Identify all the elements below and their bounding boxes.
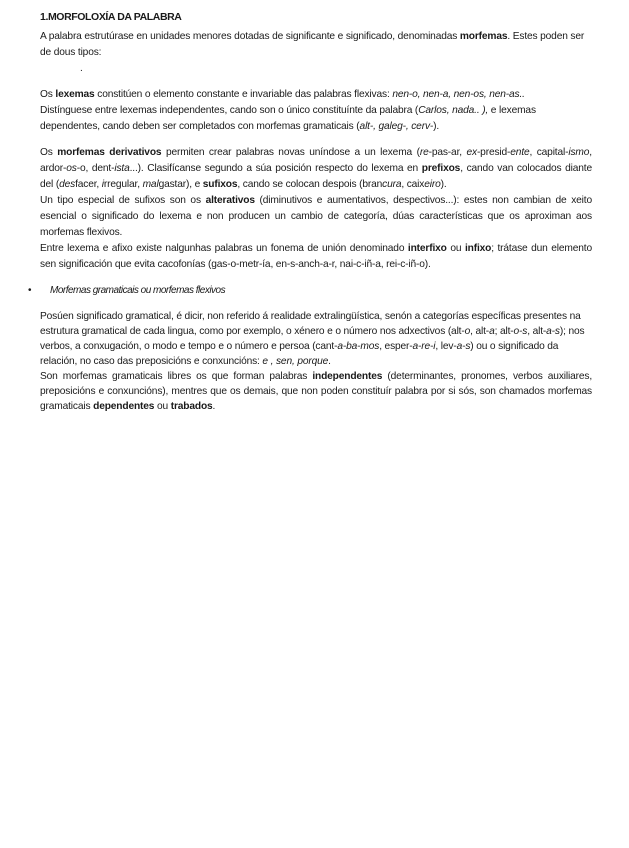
- example: ista: [114, 163, 130, 174]
- example: a-s: [546, 326, 560, 337]
- text: ); nos verbos, a conxugación, o modo e tempo e o número e persoa (cant-: [40, 326, 585, 352]
- example: e , sen, porque: [262, 356, 329, 367]
- lexemas-paragraph: [40, 87, 592, 135]
- term-trabados: trabados: [170, 401, 213, 412]
- interfixo-paragraph: [40, 241, 592, 273]
- text: rregular,: [103, 179, 143, 190]
- derivativos-paragraph: [40, 145, 592, 193]
- text: (determinantes, pronomes, verbos auxiliares, preposicións e conxuncións), mentres que os demais, que non poden constituír palabra por si sós, son chamados morfemas gramaticais: [40, 371, 592, 412]
- text: ).: [440, 179, 447, 190]
- intro-paragraph: [40, 29, 592, 61]
- example: a-re-i: [412, 341, 436, 352]
- text: , cando van colocados diante del (: [40, 163, 593, 190]
- text: ...). Clasifícanse segundo a súa posición respecto do lexema en: [129, 163, 422, 174]
- bullet-heading: Morfemas gramaticais ou morfemas flexivos: [50, 285, 226, 296]
- example: ismo: [568, 147, 590, 158]
- example: eiro: [424, 179, 441, 190]
- text: ou: [154, 401, 171, 412]
- example: o: [464, 326, 471, 337]
- text: , esper-: [379, 341, 413, 352]
- text: , cando se colocan despois (bran: [237, 179, 383, 190]
- stray-dot: .: [80, 63, 83, 74]
- bullet-icon: •: [28, 285, 32, 296]
- example: o-s: [513, 326, 528, 337]
- example: a: [489, 326, 495, 337]
- document-page: [28, 10, 593, 414]
- text: gastar), e: [158, 179, 203, 190]
- section-title: 1.MORFOLOXÍA DA PALABRA: [40, 11, 182, 23]
- example: alt-, galeg-, cerv-: [359, 121, 434, 132]
- example: cura: [382, 179, 402, 190]
- term-morfemas-derivativos: morfemas derivativos: [57, 147, 162, 158]
- text: Entre lexema e afixo existe nalgunhas palabras un fonema de unión denominado: [40, 243, 408, 254]
- text: , alt-: [470, 326, 490, 337]
- example: a-ba-mos: [337, 341, 380, 352]
- text: permiten crear palabras novas uníndose a un lexema (: [161, 147, 420, 158]
- term-interfixo: interfixo: [407, 243, 447, 254]
- text: -o, dent-: [76, 163, 115, 174]
- example: re: [419, 147, 429, 158]
- text: Distínguese entre lexemas independentes, cando son o único constituínte da palabra (: [40, 105, 419, 116]
- text: constitúen o elemento constante e invariable das palabras flexivas:: [94, 89, 393, 100]
- term-morfemas: morfemas: [459, 31, 508, 42]
- term-alterativos: alterativos: [205, 195, 255, 206]
- text: , ardor-: [40, 147, 592, 174]
- text: , capital-: [529, 147, 569, 158]
- gramaticais-paragraph: [40, 309, 592, 369]
- text: Os: [40, 147, 58, 158]
- text: , lev-: [435, 341, 457, 352]
- text: . Estes poden ser de dous tipos:: [40, 31, 585, 58]
- term-dependentes: dependentes: [93, 401, 155, 412]
- text: Posúen significado gramatical, é dicir, non referido á realidade extralingüística, senón a categorías específicas presentes na estrutura gramatical de cada lingua, como por exemplo, o xénero e o número nos adxectivos (alt-: [40, 311, 581, 337]
- term-independentes: independentes: [312, 371, 383, 382]
- text: , alt-: [527, 326, 547, 337]
- text: Un tipo especial de sufixos son os: [40, 195, 206, 206]
- text: -pas-ar,: [428, 147, 467, 158]
- term-lexemas: lexemas: [55, 89, 95, 100]
- term-prefixos: prefixos: [421, 163, 461, 174]
- example: des: [59, 179, 76, 190]
- text: e lexemas dependentes, cando deben ser completados con morfemas gramaticais (: [40, 105, 536, 132]
- bullet-item: [28, 283, 592, 299]
- text: ).: [433, 121, 440, 132]
- example: i: [101, 179, 104, 190]
- example: Carlos, nada.. ),: [418, 105, 489, 116]
- text: ; trátase dun elemento sen significación que evita cacofonías (gas-o-metr-ía, en-s-anch-a-r, nai-c-iñ-a, rei-c-iñ-o).: [40, 243, 592, 270]
- libres-paragraph: [40, 369, 592, 414]
- example: nen-o, nen-a, nen-os, nen-as..: [392, 89, 525, 100]
- term-sufixos: sufixos: [202, 179, 238, 190]
- text: , caix: [401, 179, 425, 190]
- example: ex: [466, 147, 477, 158]
- example: ente: [510, 147, 530, 158]
- text: Os: [40, 89, 56, 100]
- alterativos-paragraph: [40, 193, 592, 241]
- text: ou: [446, 243, 465, 254]
- text: facer,: [75, 179, 102, 190]
- term-infixo: infixo: [464, 243, 492, 254]
- text: Son morfemas gramaticais libres os que forman palabras: [40, 371, 313, 382]
- text: A palabra estrutúrase en unidades menores dotadas de significante e significado, denominadas: [40, 31, 460, 42]
- text: -presid-: [476, 147, 511, 158]
- text: .: [328, 356, 331, 367]
- text: ; alt-: [494, 326, 514, 337]
- text: ) ou o significado da relación, no caso das preposicións e conxuncións:: [40, 341, 559, 367]
- text: (diminutivos e aumentativos, despectivos...): estes non cambian de xeito esencial o significado do lexema e non producen un cambio de categoría, dúas características que os aproximan aos morfemas flexivos.: [40, 195, 592, 238]
- example: os: [66, 163, 77, 174]
- text: .: [212, 401, 216, 412]
- example: mal: [142, 179, 159, 190]
- example: a-s: [456, 341, 471, 352]
